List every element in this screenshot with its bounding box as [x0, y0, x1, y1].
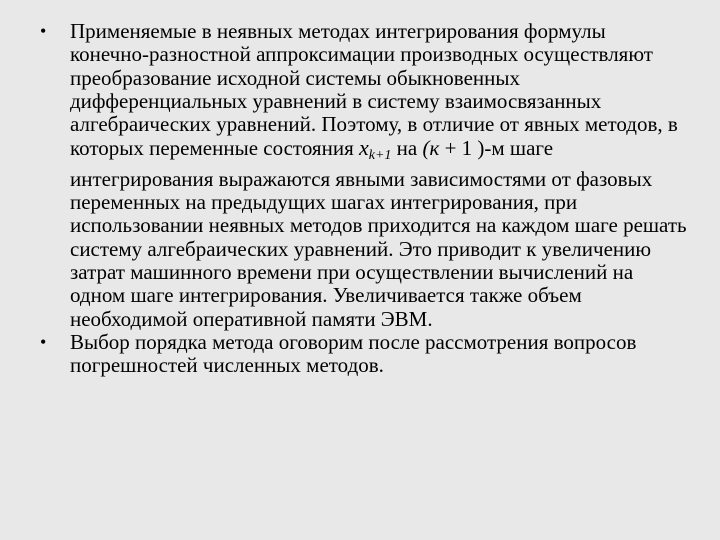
paragraph-text-end: + 1 )-м шаге интегрирования выражаются явными зависимостями от фазовых переменных на предыдущих шагах интегрирования, при использовании неявных методов приходится на каждом шаге решать систему алгебраических уравнений. Это приводит к увеличению затрат машинного времени при осуществлении вычислений на одном шаге интегрирования. Увеличивается также объем необходимой оперативной памяти ЭВМ. [70, 136, 687, 331]
bullet-dot-icon: • [40, 331, 47, 352]
step-expression: (к [422, 136, 440, 161]
paragraph-text: Выбор порядка метода оговорим после рассмотрения вопросов погрешностей численных методов. [70, 329, 637, 378]
state-variable-subscript: k+1 [368, 148, 392, 164]
bullet-item-implicit-methods [38, 20, 688, 331]
bullet-dot-icon: • [40, 21, 47, 41]
bullet-item-method-order [38, 331, 688, 378]
bullet-list [38, 20, 688, 377]
state-variable-x: x [358, 135, 369, 161]
paragraph-text-mid: на [391, 136, 423, 161]
paragraph-text-start: Применяемые в неявных методах интегрирования формулы конечно-разностной аппроксимации производных осуществляют преобразование исходной системы обыкновенных дифференциальных уравнений в систему взаимосвязанных алгебраических уравнений. Поэтому, в отличие от явных методов, в которых переменные состояния [70, 19, 678, 161]
